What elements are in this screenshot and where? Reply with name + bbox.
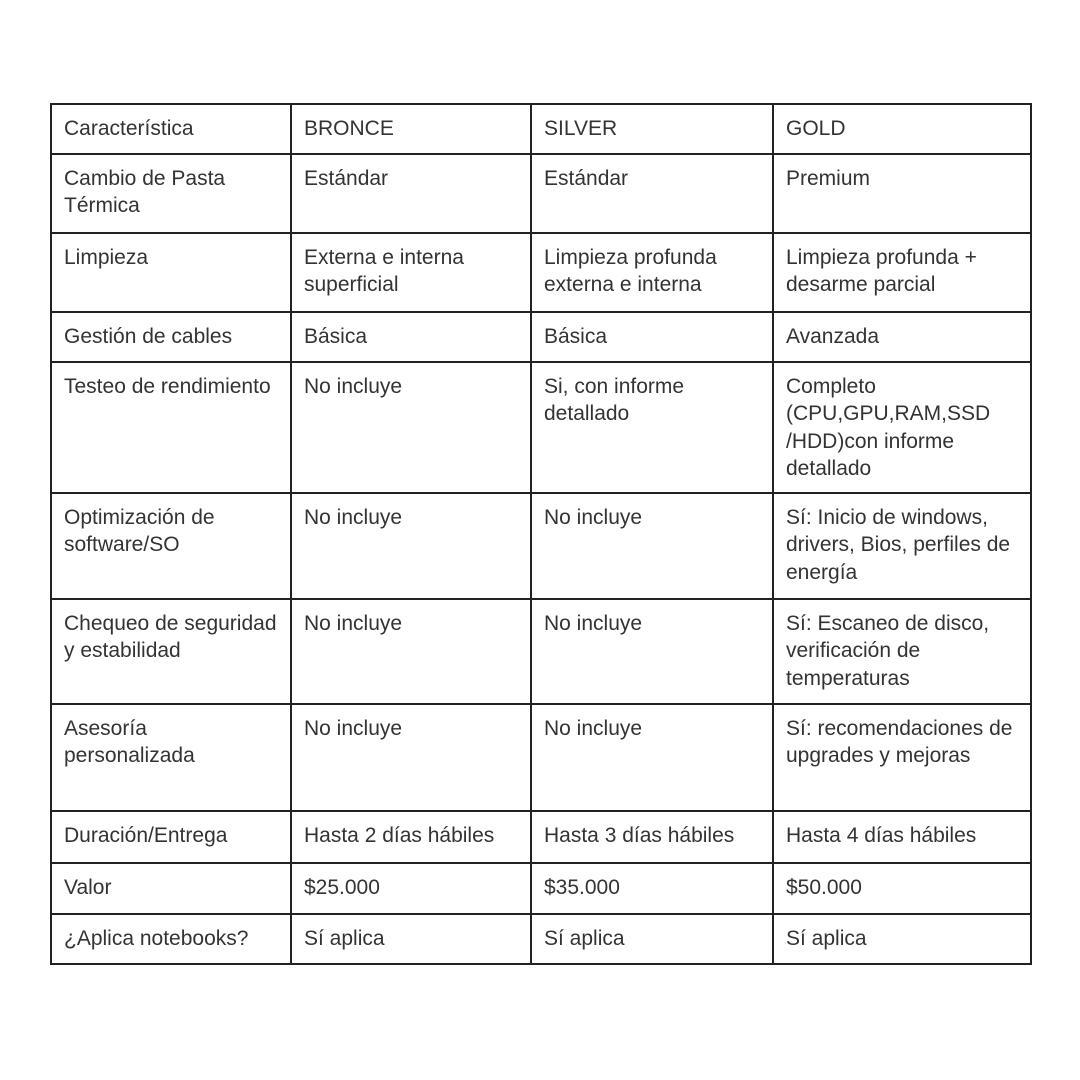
feature-cell: ¿Aplica notebooks? (51, 914, 291, 964)
table-row-chequeo-seguridad (51, 599, 1031, 704)
bronce-cell: Hasta 2 días hábiles (291, 811, 531, 863)
gold-cell: Sí aplica (773, 914, 1031, 964)
silver-cell: Estándar (531, 154, 773, 233)
bronce-cell: Básica (291, 312, 531, 362)
gold-cell: Limpieza profunda + desarme parcial (773, 233, 1031, 312)
column-header-caracteristica: Característica (51, 104, 291, 154)
feature-cell: Duración/Entrega (51, 811, 291, 863)
feature-cell: Cambio de Pasta Térmica (51, 154, 291, 233)
feature-cell: Testeo de rendimiento (51, 362, 291, 493)
bronce-cell: Estándar (291, 154, 531, 233)
table-row-aplica-notebooks (51, 914, 1031, 964)
feature-cell: Limpieza (51, 233, 291, 312)
silver-cell: No incluye (531, 493, 773, 599)
gold-cell: $50.000 (773, 863, 1031, 914)
table-row-limpieza (51, 233, 1031, 312)
bronce-cell: No incluye (291, 704, 531, 811)
gold-cell: Completo (CPU,GPU,RAM,SSD /HDD)con informe detallado (773, 362, 1031, 493)
silver-cell: No incluye (531, 599, 773, 704)
column-header-gold: GOLD (773, 104, 1031, 154)
feature-cell: Gestión de cables (51, 312, 291, 362)
bronce-cell: Sí aplica (291, 914, 531, 964)
feature-cell: Valor (51, 863, 291, 914)
gold-cell: Hasta 4 días hábiles (773, 811, 1031, 863)
silver-cell: Si, con informe detallado (531, 362, 773, 493)
service-tier-comparison-table (50, 103, 1032, 965)
silver-cell: Básica (531, 312, 773, 362)
feature-cell: Chequeo de seguridad y estabilidad (51, 599, 291, 704)
silver-cell: Hasta 3 días hábiles (531, 811, 773, 863)
table-row-testeo-rendimiento (51, 362, 1031, 493)
gold-cell: Avanzada (773, 312, 1031, 362)
feature-cell: Asesoría personalizada (51, 704, 291, 811)
table-row-gestion-cables (51, 312, 1031, 362)
silver-cell: Limpieza profunda externa e interna (531, 233, 773, 312)
table-row-asesoria (51, 704, 1031, 811)
column-header-silver: SILVER (531, 104, 773, 154)
bronce-cell: No incluye (291, 599, 531, 704)
table-row-valor (51, 863, 1031, 914)
header-row (51, 104, 1031, 154)
bronce-cell: No incluye (291, 362, 531, 493)
table-row-duracion-entrega (51, 811, 1031, 863)
gold-cell: Sí: recomendaciones de upgrades y mejoras (773, 704, 1031, 811)
silver-cell: No incluye (531, 704, 773, 811)
table-row-cambio-pasta (51, 154, 1031, 233)
silver-cell: $35.000 (531, 863, 773, 914)
gold-cell: Sí: Escaneo de disco, verificación de temperaturas (773, 599, 1031, 704)
bronce-cell: No incluye (291, 493, 531, 599)
feature-cell: Optimización de software/SO (51, 493, 291, 599)
gold-cell: Premium (773, 154, 1031, 233)
silver-cell: Sí aplica (531, 914, 773, 964)
bronce-cell: Externa e interna superficial (291, 233, 531, 312)
gold-cell: Sí: Inicio de windows, drivers, Bios, perfiles de energía (773, 493, 1031, 599)
bronce-cell: $25.000 (291, 863, 531, 914)
column-header-bronce: BRONCE (291, 104, 531, 154)
table-row-optimizacion-software (51, 493, 1031, 599)
